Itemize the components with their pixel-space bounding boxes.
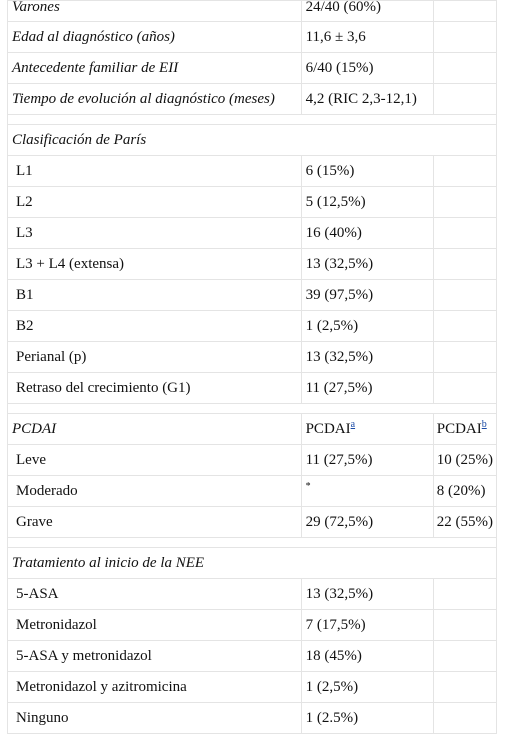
row-label: Tiempo de evolución al diagnóstico (meses) (8, 84, 302, 115)
row-label: L2 (8, 187, 302, 218)
table-row (8, 579, 497, 610)
row-label: Moderado (8, 476, 302, 507)
row-label: Leve (8, 445, 302, 476)
empty-cell (433, 373, 496, 404)
row-label: Metronidazol y azitromicina (8, 672, 302, 703)
table-row (8, 476, 497, 507)
empty-cell (433, 579, 496, 610)
row-label: Perianal (p) (8, 342, 302, 373)
row-value-b: 22 (55%) (433, 507, 496, 538)
table-row (8, 641, 497, 672)
row-label: 5-ASA (8, 579, 302, 610)
empty-cell (433, 22, 496, 53)
empty-cell (433, 53, 496, 84)
row-label: L1 (8, 156, 302, 187)
row-label: B2 (8, 311, 302, 342)
table-row (8, 445, 497, 476)
table-row (8, 373, 497, 404)
row-label: Metronidazol (8, 610, 302, 641)
row-value: 16 (40%) (301, 218, 433, 249)
row-value: 11,6 ± 3,6 (301, 22, 433, 53)
empty-cell (433, 280, 496, 311)
table-row (8, 156, 497, 187)
footnote-a-link[interactable]: a (350, 418, 356, 430)
row-label: Grave (8, 507, 302, 538)
row-value: 7 (17,5%) (301, 610, 433, 641)
column-header-pcdai-a: PCDAI$^a$ (301, 414, 433, 445)
row-label: Edad al diagnóstico (años) (8, 22, 302, 53)
row-label: Retraso del crecimiento (G1) (8, 373, 302, 404)
section-header-row (8, 548, 497, 579)
section-header-pcdai: PCDAI (8, 414, 302, 445)
column-header-pcdai-b: PCDAI$^b$ (433, 414, 496, 445)
row-value: 11 (27,5%) (301, 373, 433, 404)
table-row (8, 187, 497, 218)
row-value: 39 (97,5%) (301, 280, 433, 311)
table-row (8, 22, 497, 53)
table-row (8, 703, 497, 734)
row-label: 5-ASA y metronidazol (8, 641, 302, 672)
table-row (8, 1, 497, 22)
empty-cell (433, 610, 496, 641)
table-row (8, 218, 497, 249)
row-value: 29 (72,5%) (301, 507, 433, 538)
spacer-row (8, 404, 497, 414)
footnote-b-link[interactable]: b (481, 418, 487, 430)
empty-cell (433, 1, 496, 22)
spacer-row (8, 538, 497, 548)
row-value: 18 (45%) (301, 641, 433, 672)
empty-cell (433, 249, 496, 280)
empty-cell (433, 672, 496, 703)
row-value: 4,2 (RIC 2,3-12,1) (301, 84, 433, 115)
row-value: 13 (32,5%) (301, 342, 433, 373)
table-row (8, 53, 497, 84)
row-label: Varones (8, 1, 302, 22)
table-row (8, 610, 497, 641)
empty-cell (433, 311, 496, 342)
row-value (301, 476, 433, 507)
empty-cell (433, 187, 496, 218)
empty-cell (433, 641, 496, 672)
table-row (8, 507, 497, 538)
row-value: 13 (32,5%) (301, 249, 433, 280)
row-value-b: 10 (25%) (433, 445, 496, 476)
row-value: 6/40 (15%) (301, 53, 433, 84)
table-row (8, 84, 497, 115)
row-value: 13 (32,5%) (301, 579, 433, 610)
row-value: 11 (27,5%) (301, 445, 433, 476)
table-row (8, 280, 497, 311)
characteristics-table (7, 0, 497, 734)
row-value: 1 (2.5%) (301, 703, 433, 734)
empty-cell (433, 156, 496, 187)
row-value: 1 (2,5%) (301, 311, 433, 342)
empty-cell (433, 703, 496, 734)
table-row (8, 672, 497, 703)
row-value: 6 (15%) (301, 156, 433, 187)
empty-cell (433, 342, 496, 373)
empty-cell (433, 84, 496, 115)
table-row (8, 249, 497, 280)
spacer-row (8, 115, 497, 125)
table-row (8, 342, 497, 373)
row-label: L3 (8, 218, 302, 249)
row-label: B1 (8, 280, 302, 311)
row-value: 24/40 (60%) (301, 1, 433, 22)
section-header-row (8, 125, 497, 156)
section-header-treatment: Tratamiento al inicio de la NEE (8, 548, 497, 579)
row-value: 1 (2,5%) (301, 672, 433, 703)
row-label: Ninguno (8, 703, 302, 734)
row-value-b: 8 (20%) (433, 476, 496, 507)
empty-cell (433, 218, 496, 249)
row-label: Antecedente familiar de EII (8, 53, 302, 84)
section-header-paris: Clasificación de París (8, 125, 497, 156)
row-label: L3 + L4 (extensa) (8, 249, 302, 280)
asterisk-mark: * (305, 480, 311, 492)
table-row (8, 311, 497, 342)
section-header-row (8, 414, 497, 445)
row-value: 5 (12,5%) (301, 187, 433, 218)
